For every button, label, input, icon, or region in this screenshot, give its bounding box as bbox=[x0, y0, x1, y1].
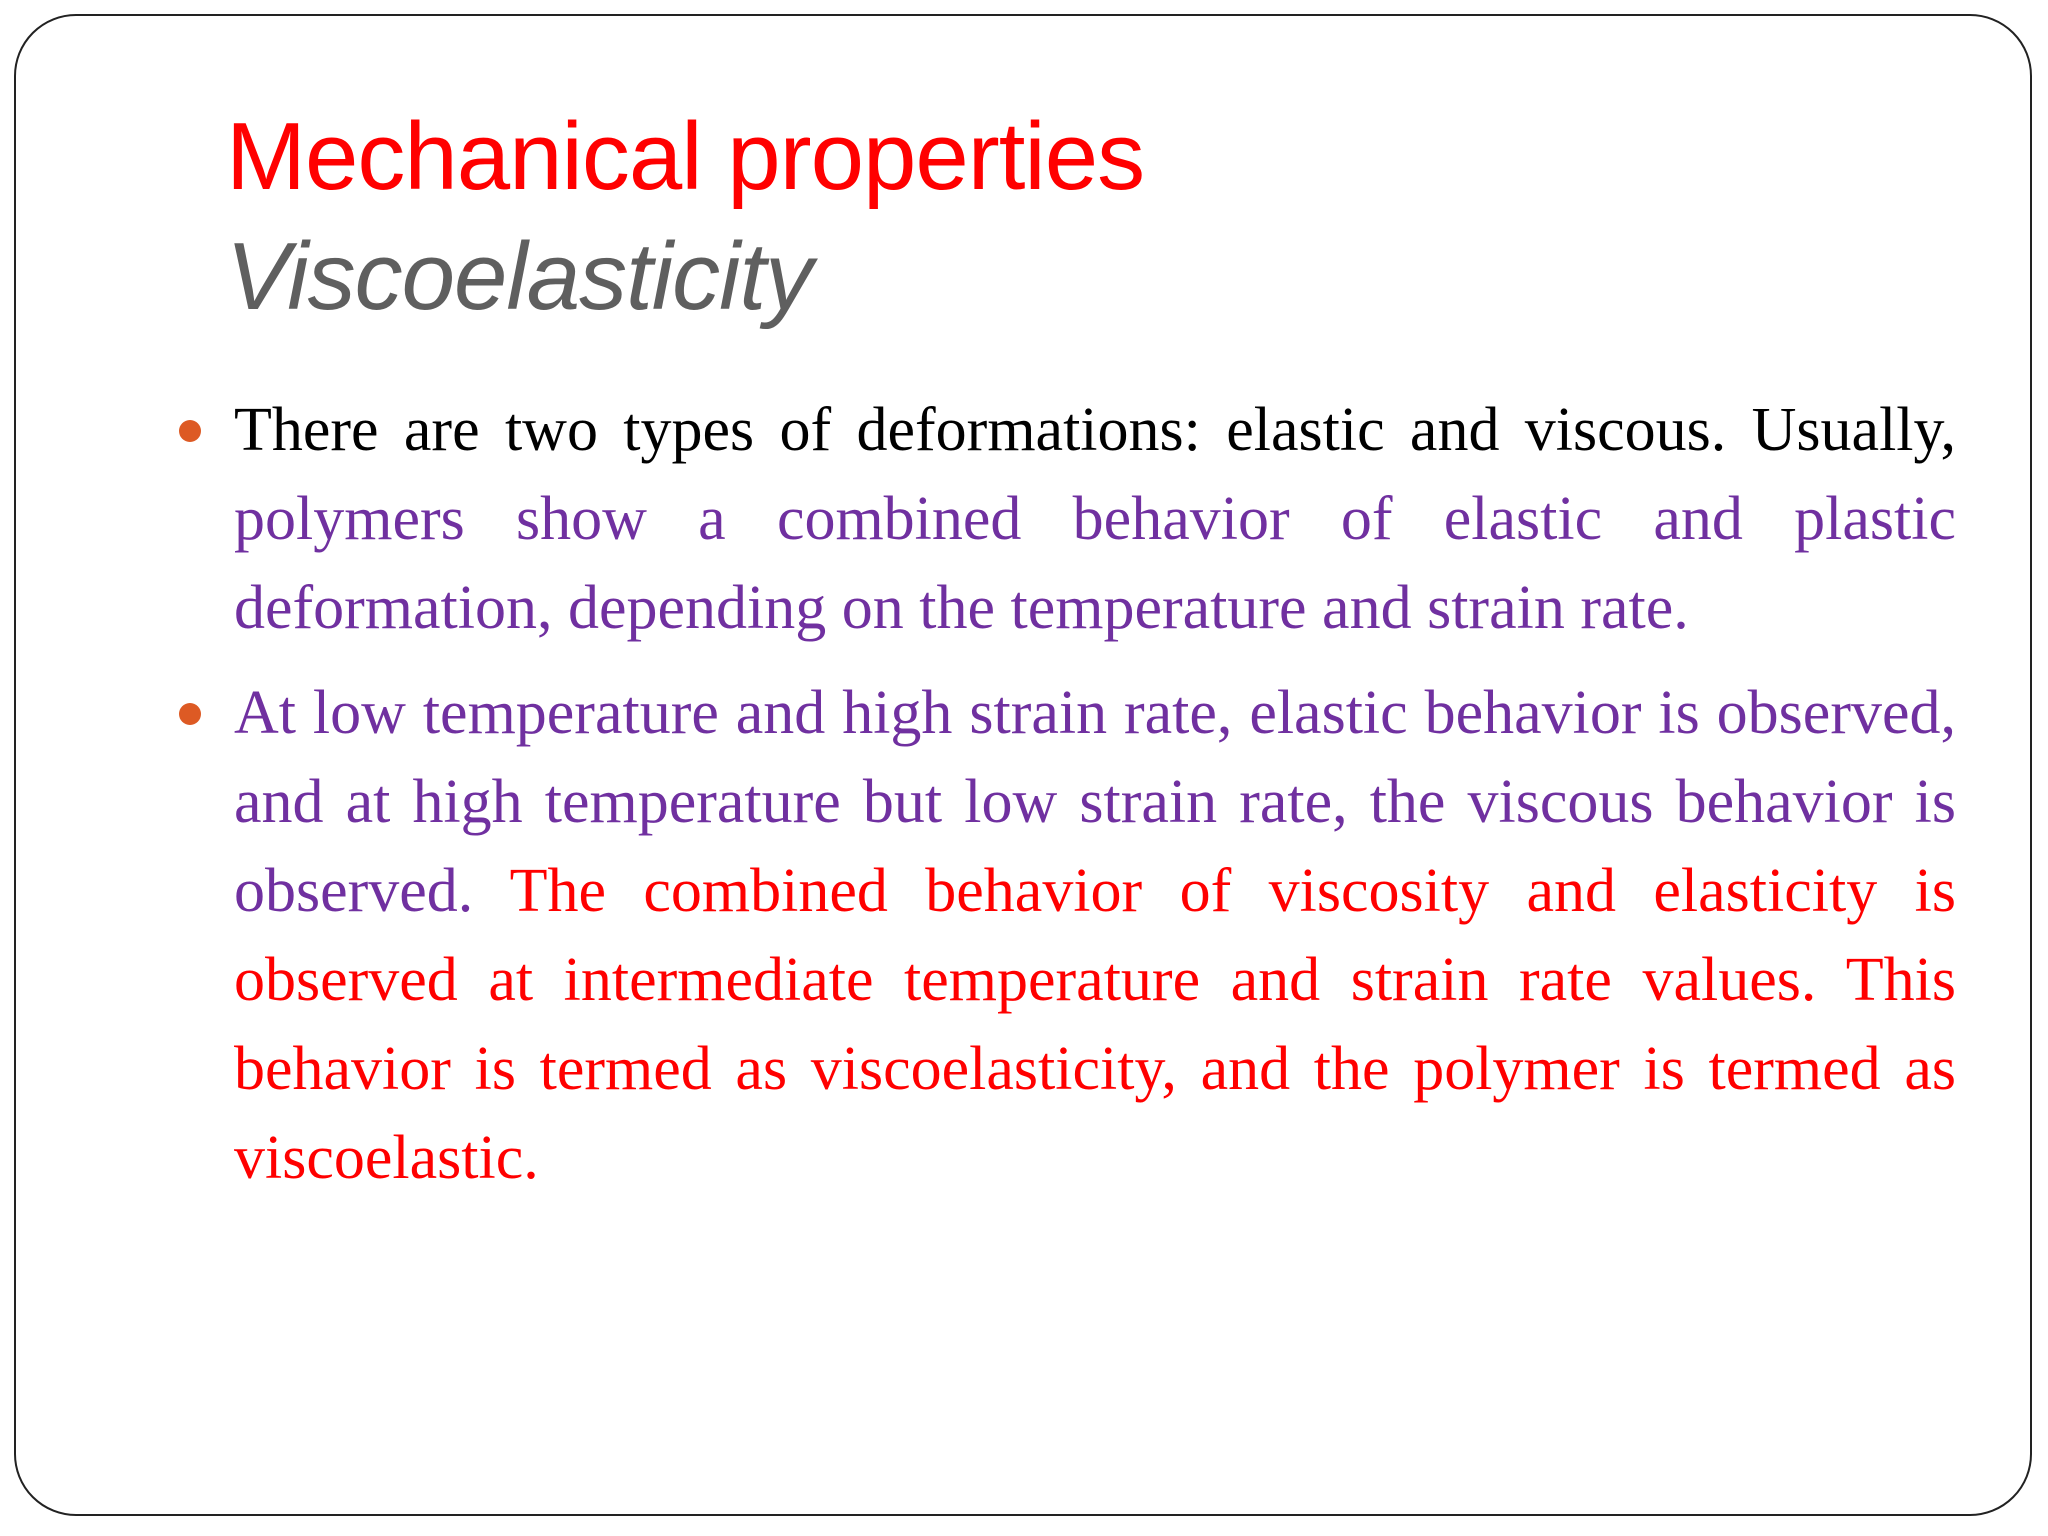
slide-subtitle: Viscoelasticity bbox=[226, 223, 813, 330]
bullet-text-segment: polymers show a combined behavior of elastic and plastic deformation, depending on the temperature and strain rate. bbox=[234, 485, 1956, 642]
bullet-dot-icon bbox=[179, 703, 201, 725]
bullet-text-segment: At low temperature and high strain rate, elastic behavior is observed, and at high temperature but low strain rate, the viscous behavior is observed. bbox=[234, 679, 1956, 925]
bullet-text-segment: The combined behavior of viscosity and elasticity is observed at intermediate temperature and strain rate values. This behavior is termed as viscoelasticity, and the polymer is termed as viscoelastic. bbox=[234, 857, 1956, 1192]
slide bbox=[14, 14, 2032, 1516]
bullet-item bbox=[234, 386, 1956, 653]
bullet-text-segment: There are two types of deformations: elastic and viscous. Usually, bbox=[234, 396, 1956, 464]
bullet-item bbox=[234, 669, 1956, 1203]
slide-title: Mechanical properties bbox=[226, 103, 1145, 210]
bullet-list bbox=[234, 386, 1956, 1219]
bullet-dot-icon bbox=[179, 420, 201, 442]
